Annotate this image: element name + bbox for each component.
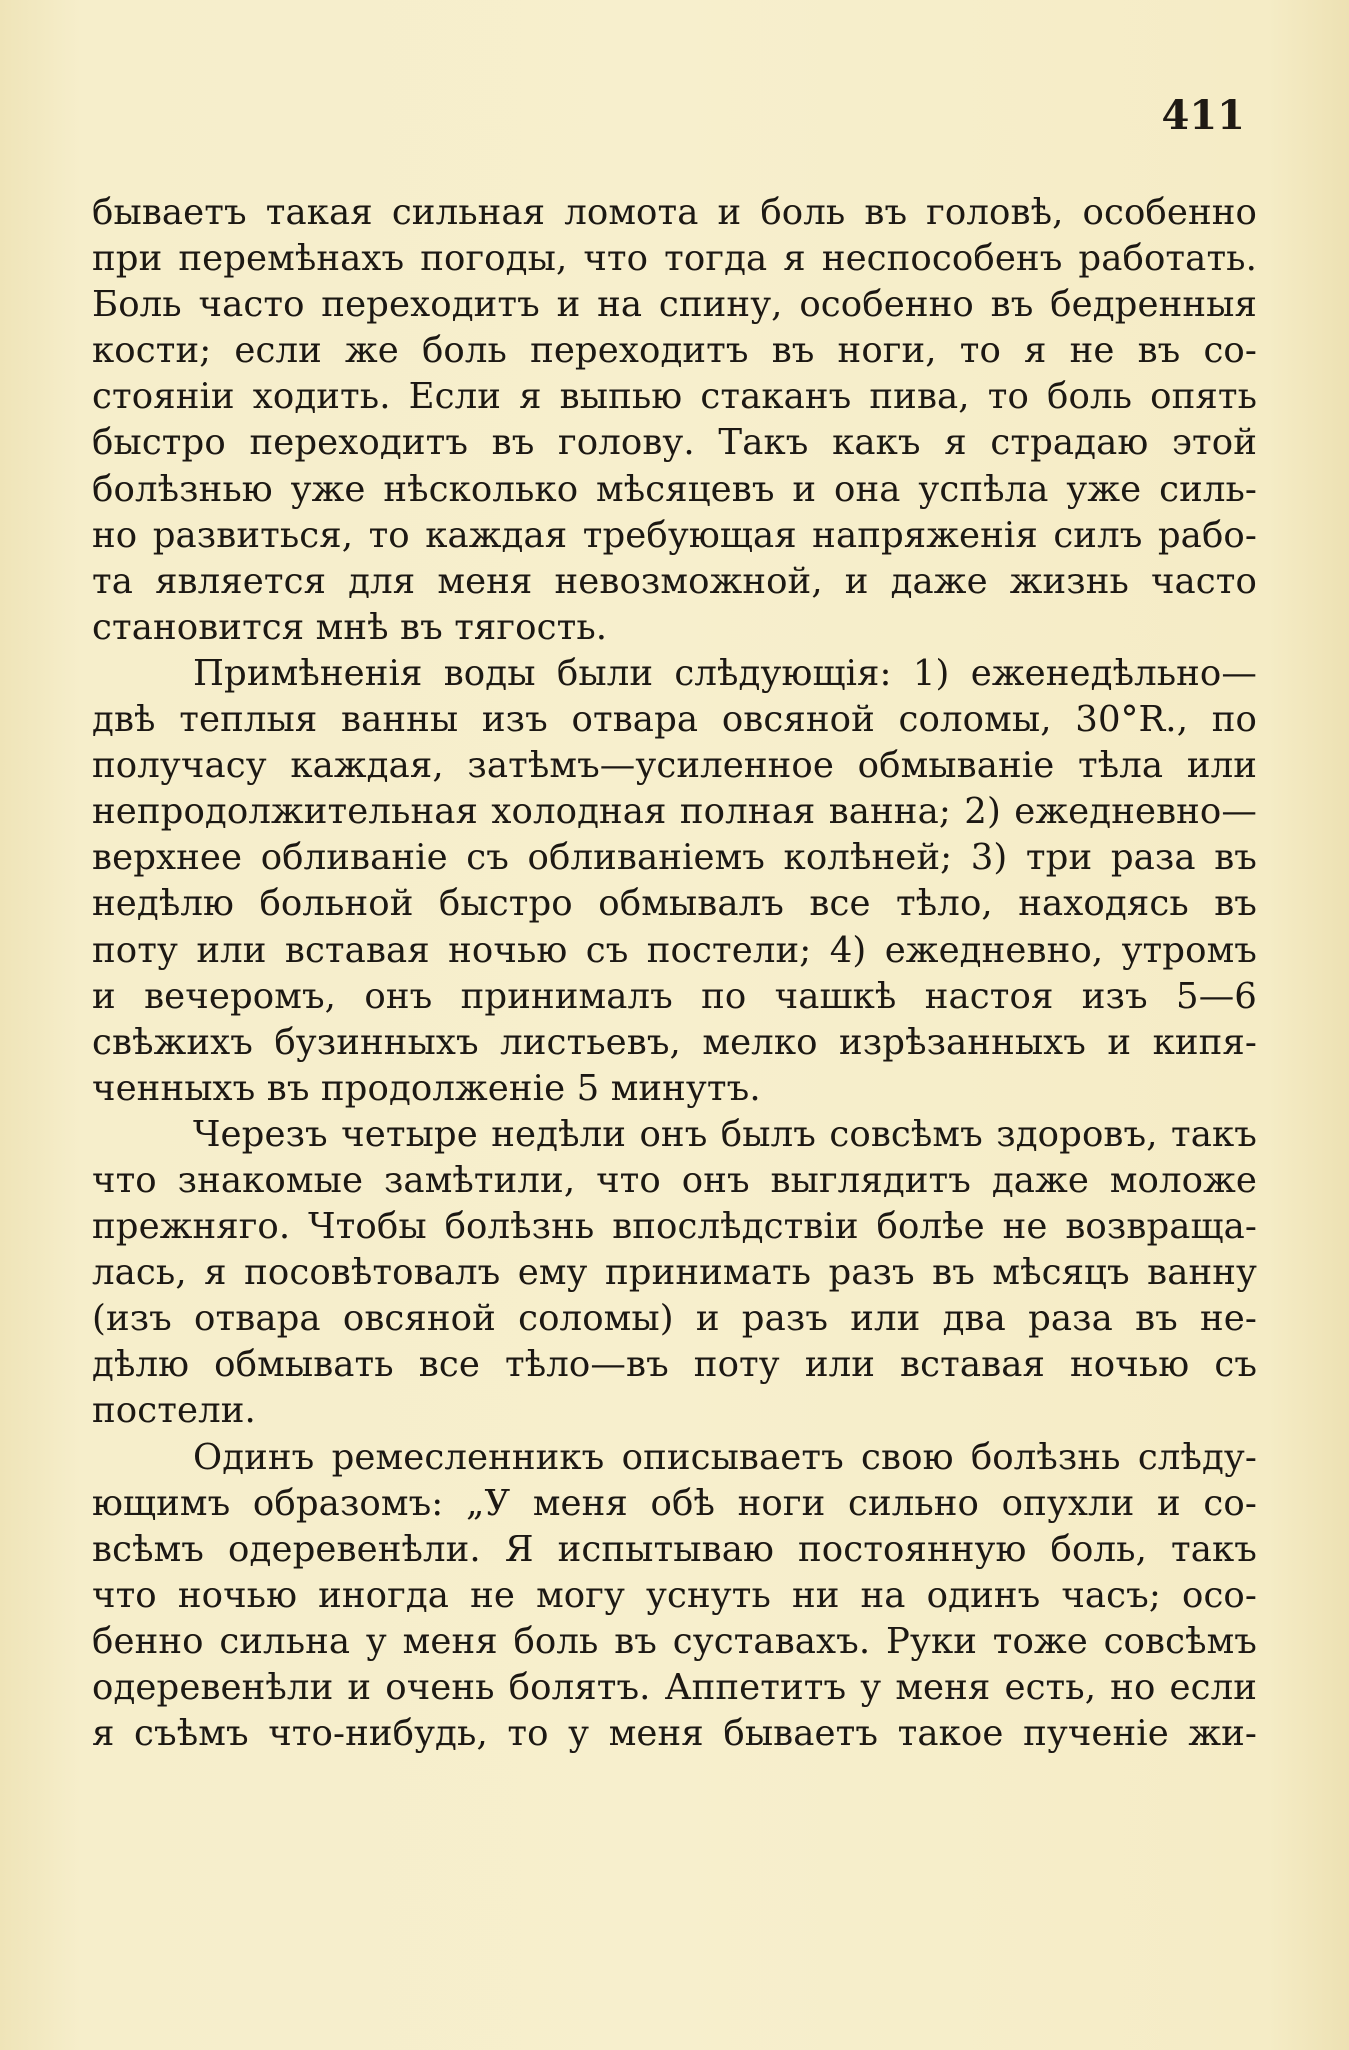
text-line: стояніи ходить. Если я выпью стаканъ пива, то боль опять bbox=[92, 376, 1257, 418]
text-line: лась, я посовѣтовалъ ему принимать разъ въ мѣсяцъ ванну bbox=[92, 1252, 1257, 1294]
text-line: недѣлю больной быстро обмывалъ все тѣло, находясь въ bbox=[92, 883, 1257, 925]
paragraph-2 bbox=[92, 651, 1257, 1112]
text-line: бываетъ такая сильная ломота и боль въ головѣ, особенно bbox=[92, 192, 1257, 233]
text-line: всѣмъ одеревенѣли. Я испытываю постоянную боль, такъ bbox=[92, 1528, 1257, 1570]
text-line: поту или вставая ночью съ постели; 4) ежедневно, утромъ bbox=[92, 929, 1257, 971]
text-line: постели. bbox=[92, 1390, 256, 1432]
paragraph-1 bbox=[92, 190, 1257, 651]
text-line: Одинъ ремесленникъ описываетъ свою болѣзнь слѣду- bbox=[193, 1436, 1257, 1478]
text-line: непродолжительная холодная полная ванна; 2) ежедневно— bbox=[92, 791, 1257, 833]
text-line: и вечеромъ, онъ принималъ по чашкѣ настоя изъ 5—6 bbox=[92, 975, 1257, 1017]
text-line: я съѣмъ что-нибудь, то у меня бываетъ такое пученіе жи- bbox=[92, 1713, 1257, 1755]
text-line: болѣзнью уже нѣсколько мѣсяцевъ и она успѣла уже силь- bbox=[92, 468, 1257, 510]
paragraph-4 bbox=[92, 1435, 1257, 1758]
body-text bbox=[92, 190, 1257, 1757]
text-line: Примѣненія воды были слѣдующія: 1) еженедѣльно— bbox=[193, 652, 1257, 694]
paragraph-3 bbox=[92, 1112, 1257, 1435]
text-line: Черезъ четыре недѣли онъ былъ совсѣмъ здоровъ, такъ bbox=[193, 1113, 1257, 1155]
text-line: бенно сильна у меня боль въ суставахъ. Руки тоже совсѣмъ bbox=[92, 1620, 1257, 1662]
text-line: Боль часто переходитъ и на спину, особенно въ бедренныя bbox=[92, 284, 1257, 326]
text-line: становится мнѣ въ тягость. bbox=[92, 606, 608, 648]
text-line: верхнее обливаніе съ обливаніемъ колѣней; 3) три раза въ bbox=[92, 837, 1257, 879]
text-line: дѣлю обмывать все тѣло—въ поту или вставая ночью съ bbox=[92, 1344, 1257, 1386]
text-line: прежняго. Чтобы болѣзнь впослѣдствіи болѣе не возвраща- bbox=[92, 1206, 1257, 1248]
text-line: но развиться, то каждая требующая напряженія силъ рабо- bbox=[92, 514, 1257, 556]
text-line: кости; если же боль переходитъ въ ноги, то я не въ со- bbox=[92, 330, 1257, 372]
text-line: получасу каждая, затѣмъ—усиленное обмываніе тѣла или bbox=[92, 745, 1257, 787]
text-line: ющимъ образомъ: „У меня обѣ ноги сильно опухли и со- bbox=[92, 1482, 1257, 1524]
page-number: 411 bbox=[1161, 92, 1245, 139]
text-line: что ночью иногда не могу уснуть ни на одинъ часъ; осо- bbox=[92, 1574, 1257, 1616]
text-line: (изъ отвара овсяной соломы) и разъ или два раза въ не- bbox=[92, 1298, 1257, 1340]
text-line: что знакомые замѣтили, что онъ выглядитъ даже моложе bbox=[92, 1159, 1257, 1201]
text-line: ченныхъ въ продолженіе 5 минутъ. bbox=[92, 1067, 761, 1109]
text-line: та является для меня невозможной, и даже жизнь часто bbox=[92, 560, 1257, 602]
text-line: одеревенѣли и очень болятъ. Аппетитъ у меня есть, но если bbox=[92, 1667, 1257, 1708]
text-line: при перемѣнахъ погоды, что тогда я неспособенъ работать. bbox=[92, 238, 1257, 280]
text-line: быстро переходитъ въ голову. Такъ какъ я страдаю этой bbox=[92, 422, 1257, 464]
text-line: двѣ теплыя ванны изъ отвара овсяной соломы, 30°R., по bbox=[92, 699, 1257, 741]
text-line: свѣжихъ бузинныхъ листьевъ, мелко изрѣзанныхъ и кипя- bbox=[92, 1021, 1257, 1063]
